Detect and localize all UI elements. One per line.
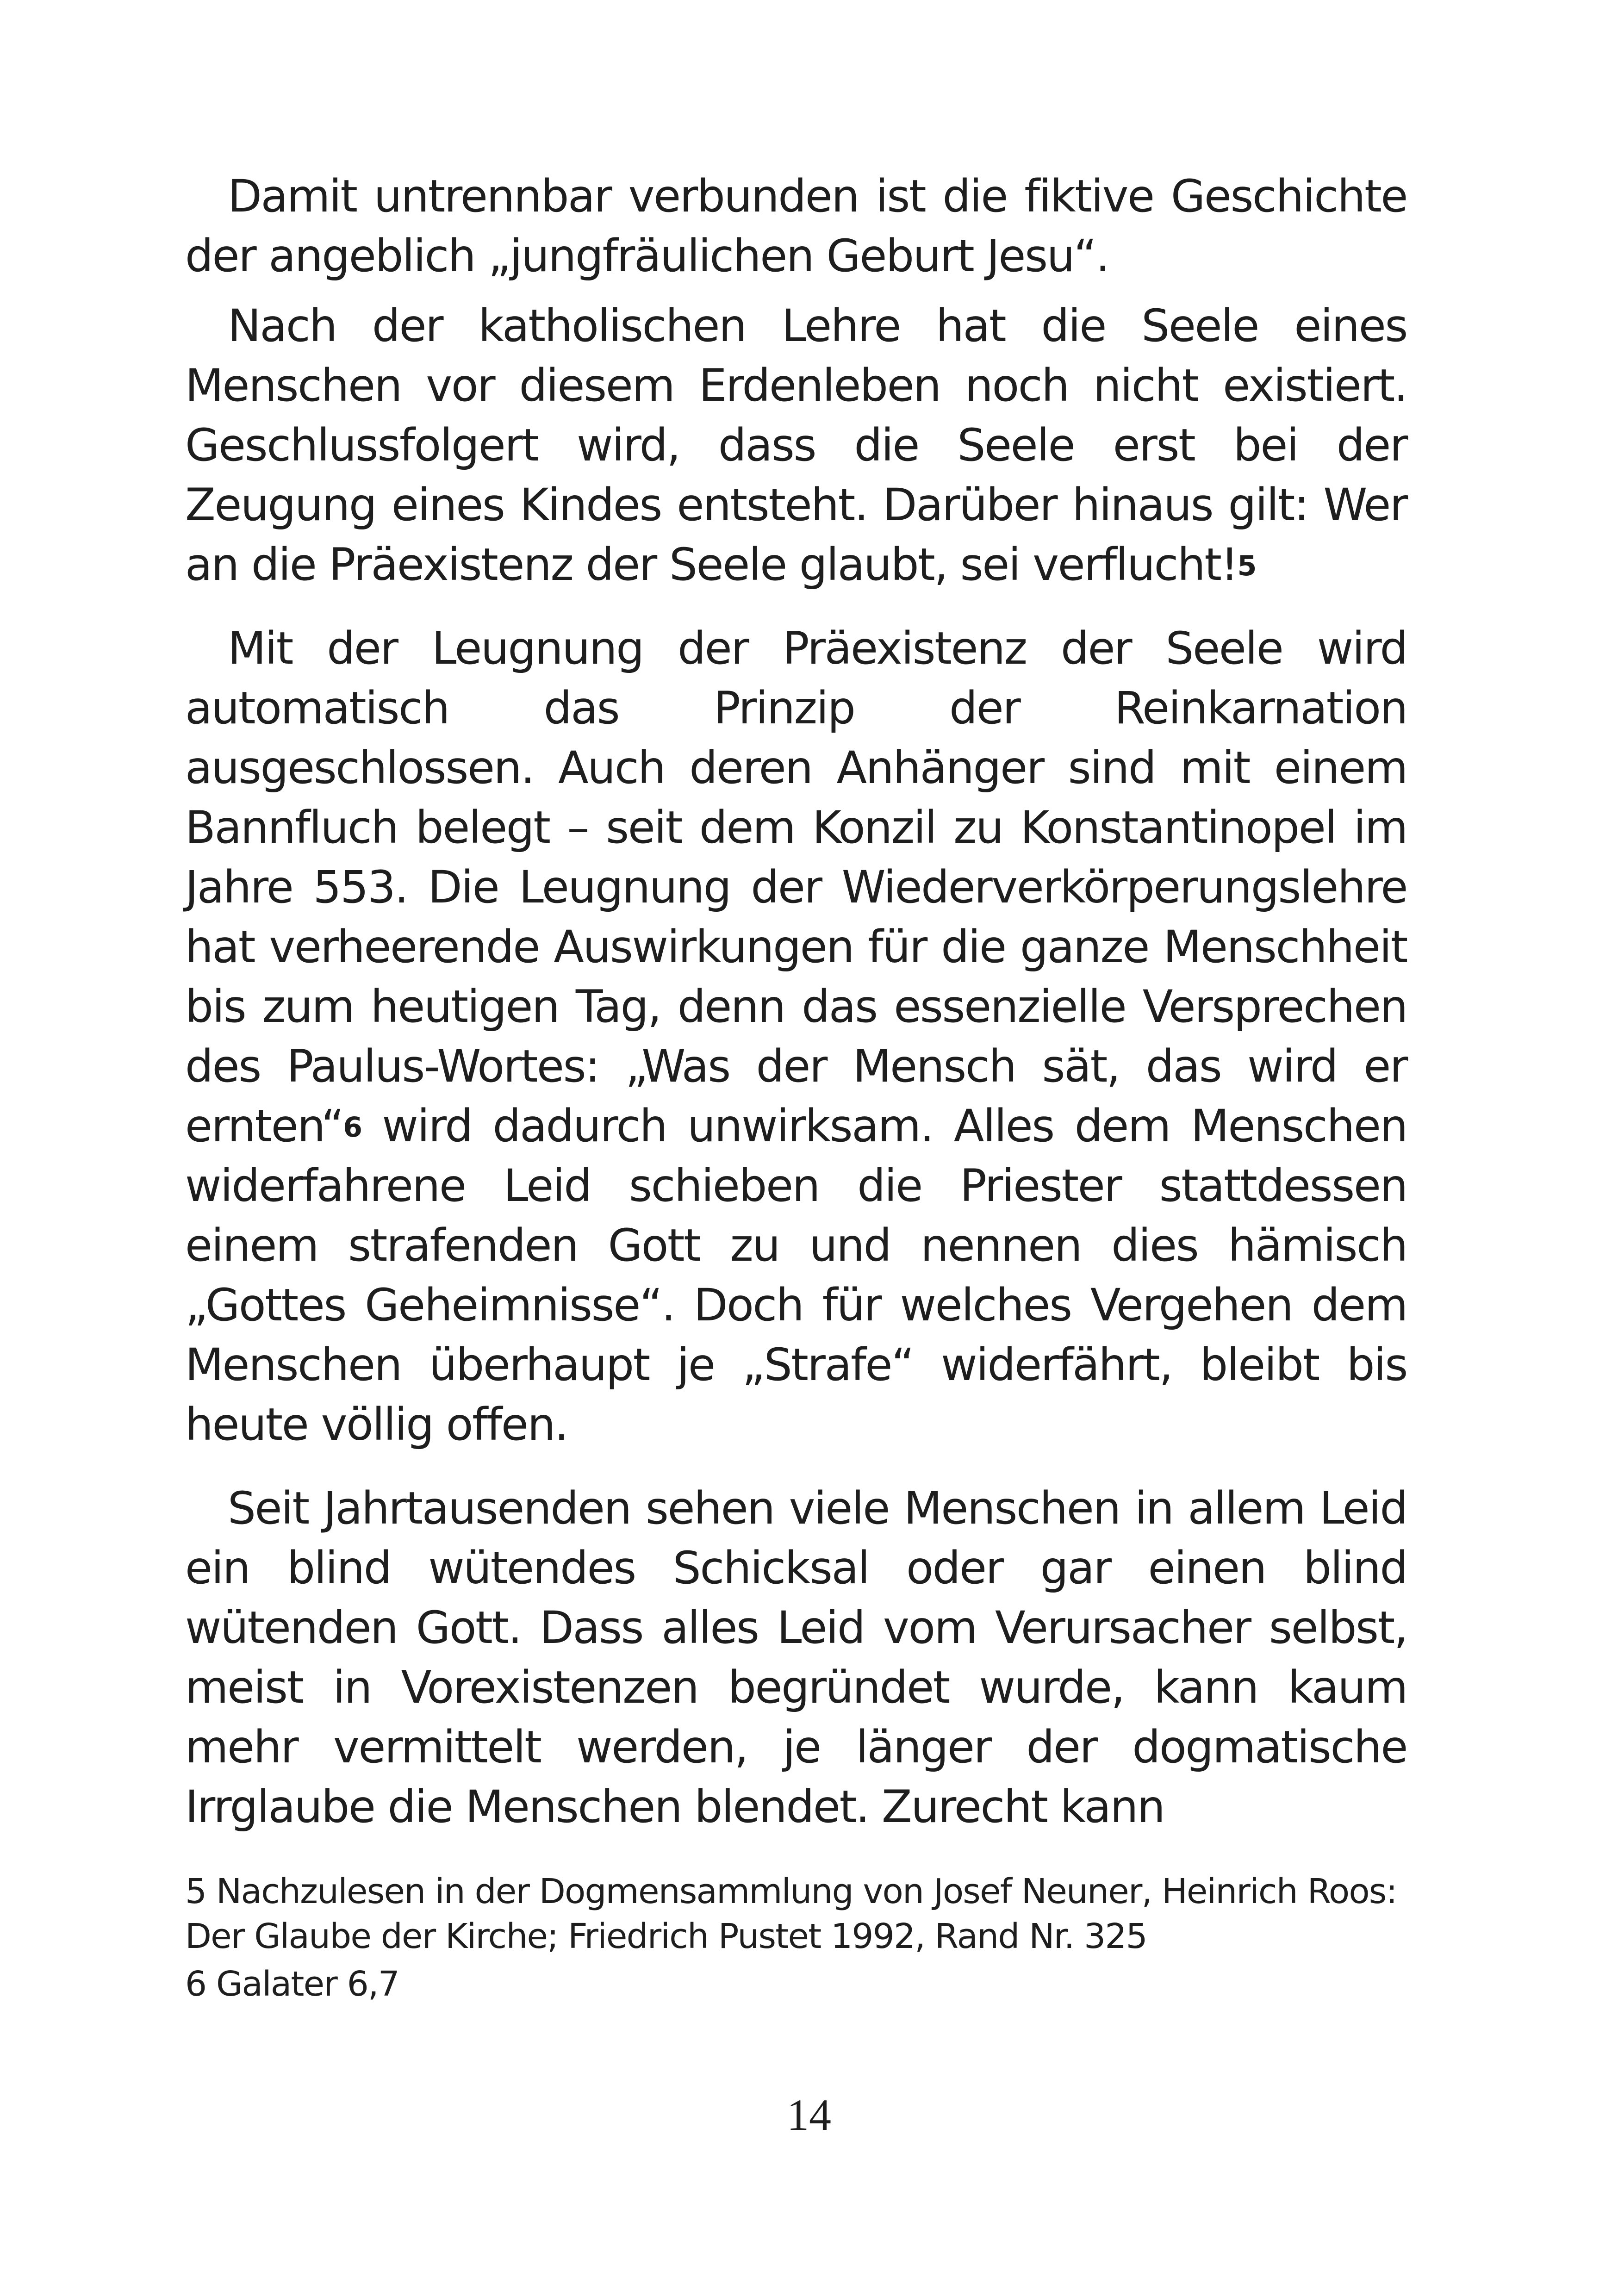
footnote-marker-5[interactable]: 5 [1237, 550, 1256, 582]
paragraph-2 [185, 296, 1407, 595]
paragraph-4 [185, 1479, 1407, 1837]
paragraph-3 [185, 619, 1407, 1455]
footnote-marker-6[interactable]: 6 [343, 1111, 361, 1144]
paragraph-3-text-b: wird dadurch unwirksam. Alles dem Menschen widerfahrene Leid schieben die Priester stattdessen einem strafenden Gott zu und nennen dies hämisch „Gottes Geheimnisse“. Doch für welches Vergehen dem Menschen überhaupt je „Strafe“ widerfährt, bleibt bis heute völlig offen. [185, 1100, 1407, 1450]
paragraph-1-text: Damit untrennbar verbunden ist die fiktive Geschichte der angeblich „jungfräulichen Geburt Jesu“. [185, 170, 1407, 282]
paragraph-3-text-a: Mit der Leugnung der Präexistenz der Seele wird automatisch das Prinzip der Reinkarnation ausgeschlossen. Auch deren Anhänger sind mit einem Bannfluch belegt – seit dem Konzil zu Konstantinopel im Jahre 553. Die Leugnung der Wiederverkörperungslehre hat verheerende Auswirkungen für die ganze Menschheit bis zum heutigen Tag, denn das essenzielle Versprechen des Paulus-Wortes: „Was der Mensch sät, das wird er ernten“ [185, 622, 1407, 1152]
footnotes [185, 1869, 1407, 2007]
paragraph-4-text: Seit Jahrtausenden sehen viele Menschen in allem Leid ein blind wütendes Schicksal oder gar einen blind wütenden Gott. Dass alles Leid vom Verursacher selbst, meist in Vorexistenzen begründet wurde, kann kaum mehr vermittelt werden, je länger der dogmatische Irrglaube die Menschen blendet. Zurecht kann [185, 1482, 1407, 1833]
paragraph-2-text: Nach der katholischen Lehre hat die Seele eines Menschen vor diesem Erdenleben noch nicht existiert. Geschlussfolgert wird, dass die Seele erst bei der Zeugung eines Kindes entsteht. Darüber hinaus gilt: Wer an die Präexistenz der Seele glaubt, sei verflucht! [185, 300, 1407, 591]
footnote-5: 5 Nachzulesen in der Dogmensammlung von Josef Neuner, Heinrich Roos: Der Glaube der Kirche; Friedrich Pustet 1992, Rand Nr. 325 [185, 1872, 1397, 1956]
paragraph-1 [185, 167, 1407, 286]
page-body [185, 167, 1407, 2010]
page-number: 14 [787, 2090, 831, 2140]
footnote-6: 6 Galater 6,7 [185, 1964, 399, 2004]
